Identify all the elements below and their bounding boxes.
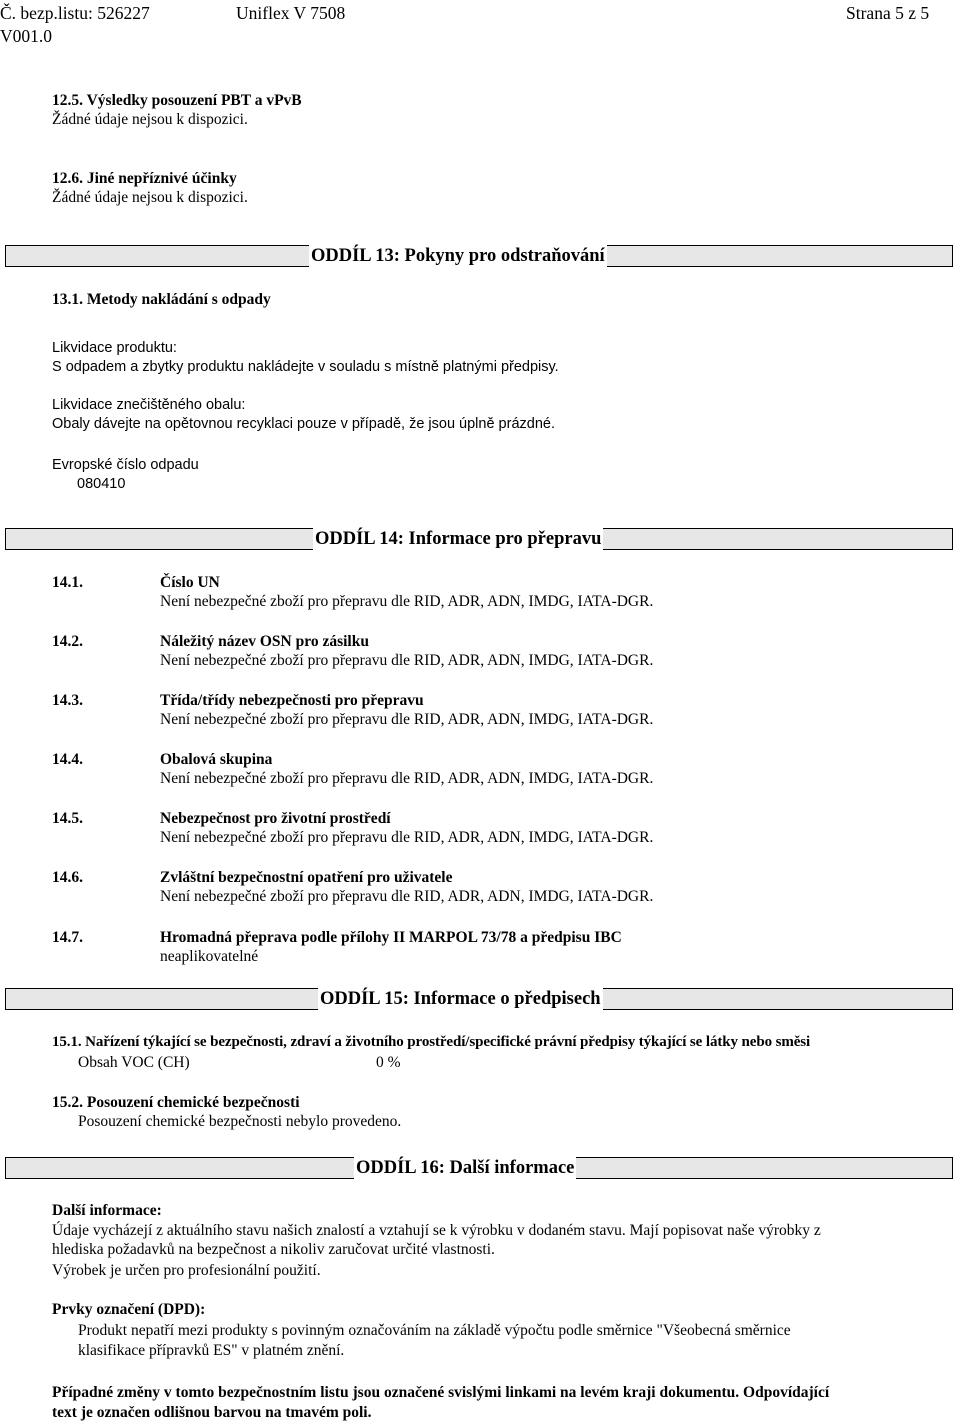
dpd-label: Prvky označení (DPD): (52, 1301, 206, 1318)
s12-5-text: Žádné údaje nejsou k dispozici. (52, 111, 248, 128)
s15-2-text: Posouzení chemické bezpečnosti nebylo provedeno. (78, 1113, 402, 1130)
transport-item-text: Není nebezpečné zboží pro přepravu dle RID, ADR, ADN, IMDG, IATA-DGR. (160, 829, 654, 846)
s13-1-title: 13.1. Metody nakládání s odpady (52, 291, 271, 308)
doc-number: Č. bezp.listu: 526227 (0, 3, 150, 23)
transport-item-text: Není nebezpečné zboží pro přepravu dle RID, ADR, ADN, IMDG, IATA-DGR. (160, 711, 654, 728)
transport-item-title: Hromadná přeprava podle přílohy II MARPOL 73/78 a předpisu IBC (160, 929, 622, 946)
voc-label: Obsah VOC (CH) (78, 1054, 190, 1071)
change-note-line: text je označen odlišnou barvou na tmavém poli. (52, 1404, 372, 1421)
transport-item-num: 14.1. (52, 574, 83, 591)
section-15-title: ODDÍL 15: Informace o předpisech (320, 989, 601, 1009)
transport-item-text: Není nebezpečné zboží pro přepravu dle RID, ADR, ADN, IMDG, IATA-DGR. (160, 888, 654, 905)
disposal-packaging-label: Likvidace znečištěného obalu: (52, 397, 246, 413)
voc-value: 0 % (376, 1054, 401, 1071)
disposal-packaging-text: Obaly dávejte na opětovnou recyklaci pouze v případě, že jsou úplně prázdné. (52, 416, 555, 432)
info-line: hlediska požadavků na bezpečnost a nikoliv zaručovat určité vlastnosti. (52, 1241, 495, 1258)
info-line: Údaje vycházejí z aktuálního stavu našich znalostí a vztahují se k výrobku v dodaném stavu. Mají popisovat naše výrobky z (52, 1222, 821, 1239)
transport-item-num: 14.2. (52, 633, 83, 650)
s12-6-text: Žádné údaje nejsou k dispozici. (52, 189, 248, 206)
info-line: Výrobek je určen pro profesionální použití. (52, 1262, 321, 1279)
info-label: Další informace: (52, 1202, 162, 1219)
product-name: Uniflex V 7508 (236, 3, 346, 23)
page-number: Strana 5 z 5 (846, 3, 930, 23)
transport-item-title: Obalová skupina (160, 751, 273, 768)
transport-item-title: Číslo UN (160, 574, 220, 591)
section-16-title: ODDÍL 16: Další informace (356, 1158, 575, 1178)
waste-code-label: Evropské číslo odpadu (52, 457, 199, 473)
transport-item-num: 14.5. (52, 810, 83, 827)
s15-2-title: 15.2. Posouzení chemické bezpečnosti (52, 1094, 300, 1111)
dpd-line: klasifikace přípravků ES" v platném znění. (78, 1342, 345, 1359)
transport-item-text: neaplikovatelné (160, 948, 259, 965)
s15-1-title: 15.1. Nařízení týkající se bezpečnosti, zdraví a životního prostředí/specifické právní předpisy týkající se látky nebo směsi (52, 1034, 811, 1050)
disposal-product-text: S odpadem a zbytky produktu nakládejte v souladu s místně platnými předpisy. (52, 359, 559, 375)
transport-item-num: 14.4. (52, 751, 83, 768)
s12-6-title: 12.6. Jiné nepříznivé účinky (52, 170, 237, 187)
transport-item-text: Není nebezpečné zboží pro přepravu dle RID, ADR, ADN, IMDG, IATA-DGR. (160, 770, 654, 787)
transport-item-title: Náležitý název OSN pro zásilku (160, 633, 369, 650)
disposal-product-label: Likvidace produktu: (52, 340, 177, 356)
waste-code-value: 080410 (77, 476, 126, 492)
transport-item-title: Třída/třídy nebezpečnosti pro přepravu (160, 692, 424, 709)
transport-item-title: Zvláštní bezpečnostní opatření pro uživatele (160, 869, 453, 886)
change-note-line: Případné změny v tomto bezpečnostním listu jsou označené svislými linkami na levém kraji dokumentu. Odpovídající (52, 1384, 830, 1401)
section-13-bar (5, 245, 953, 267)
section-15-bar (5, 988, 953, 1010)
section-13-title: ODDÍL 13: Pokyny pro odstraňování (311, 246, 605, 266)
transport-item-num: 14.7. (52, 929, 83, 946)
transport-item-text: Není nebezpečné zboží pro přepravu dle RID, ADR, ADN, IMDG, IATA-DGR. (160, 652, 654, 669)
s12-5-title: 12.5. Výsledky posouzení PBT a vPvB (52, 92, 302, 109)
section-16-bar (5, 1157, 953, 1179)
transport-item-title: Nebezpečnost pro životní prostředí (160, 810, 391, 827)
transport-item-num: 14.6. (52, 869, 83, 886)
dpd-line: Produkt nepatří mezi produkty s povinným označováním na základě výpočtu podle směrnice "Všeobecná směrnice (78, 1322, 791, 1339)
transport-item-num: 14.3. (52, 692, 83, 709)
section-14-title: ODDÍL 14: Informace pro přepravu (315, 529, 602, 549)
transport-item-text: Není nebezpečné zboží pro přepravu dle RID, ADR, ADN, IMDG, IATA-DGR. (160, 593, 654, 610)
version: V001.0 (0, 26, 53, 46)
section-14-bar (5, 528, 953, 550)
